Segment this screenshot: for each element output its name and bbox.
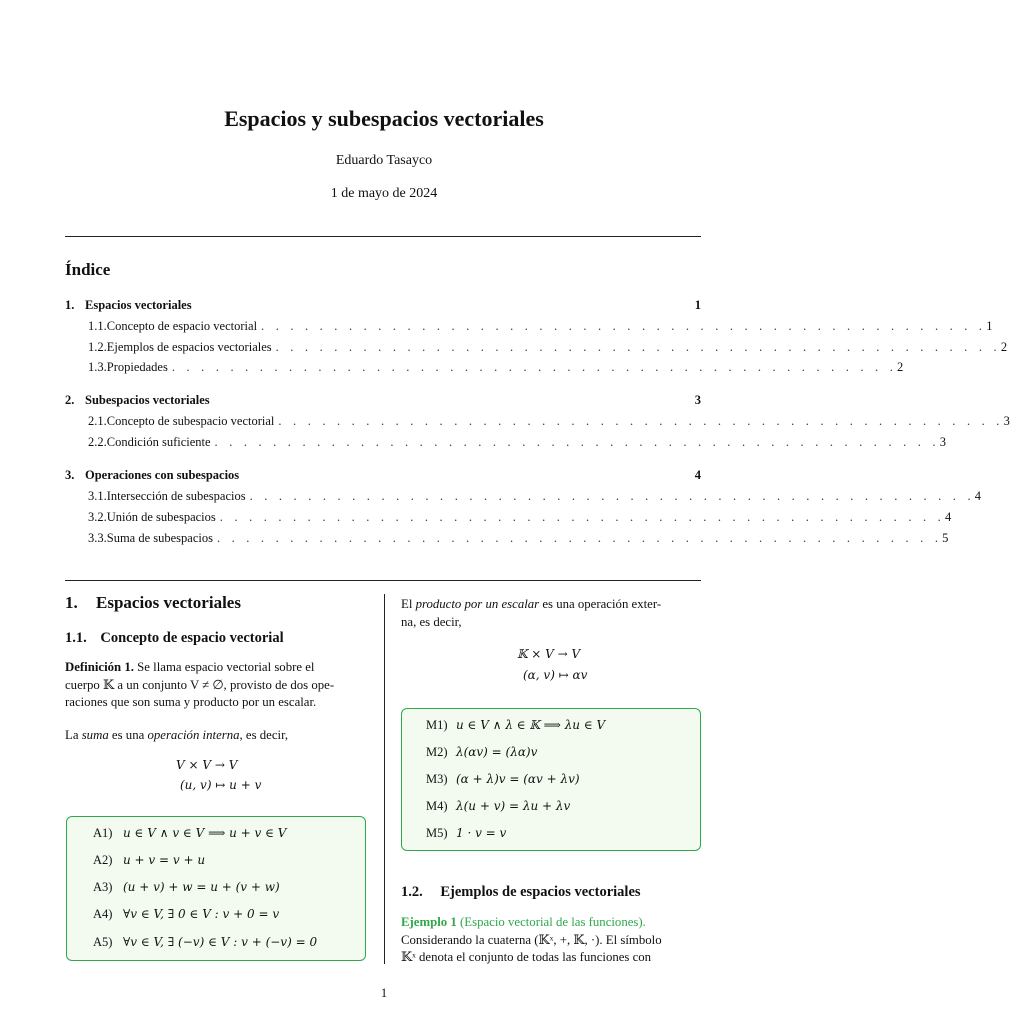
- axiom-expr: ∀v ∈ V, ∃ (−v) ∈ V : v + (−v) = 0: [123, 935, 318, 949]
- text: , es decir,: [239, 728, 289, 742]
- axiom-expr: λ(u + v) = λu + λv: [456, 799, 571, 813]
- toc-entry-subsection[interactable]: [88, 319, 993, 337]
- sum-paragraph: [65, 727, 370, 745]
- sum-map-line: V × V → V: [176, 758, 238, 772]
- definition-text: Se llama espacio vectorial sobre el: [137, 660, 315, 674]
- axiom-expr: (u + v) + w = u + (v + w): [123, 880, 280, 894]
- toc-title: Unión de subespacios: [106, 510, 216, 524]
- emphasis: suma: [81, 728, 109, 742]
- toc-page: 3: [1003, 414, 1010, 428]
- example-text: Considerando la cuaterna (𝕂ˣ, +, 𝕂, ·). El símbolo: [401, 932, 662, 947]
- axiom-label: A4): [93, 907, 113, 921]
- toc-page: 4: [694, 468, 701, 482]
- axiom-item: [426, 798, 570, 814]
- toc-page: 1: [694, 298, 701, 312]
- subsection-heading: [401, 884, 641, 901]
- axiom-item: [426, 717, 605, 733]
- sum-map-rule: (u, v) ↦ u + v: [180, 778, 262, 792]
- toc-entry-section[interactable]: [65, 298, 701, 316]
- toc-page: 2: [897, 360, 904, 374]
- toc-number: 2.: [65, 393, 75, 407]
- example-label: Ejemplo 1: [401, 915, 457, 929]
- toc-number: 1.1.: [88, 319, 107, 333]
- toc-entry-subsection[interactable]: [88, 360, 904, 378]
- product-paragraph: [401, 596, 703, 631]
- section-title: Espacios vectoriales: [96, 593, 241, 612]
- axiom-label: A2): [93, 853, 113, 867]
- section-number: 1.: [65, 593, 78, 612]
- axiom-label: A5): [93, 935, 113, 949]
- toc-page: 3: [694, 393, 701, 407]
- toc-page: 1: [986, 319, 993, 333]
- date: 1 de mayo de 2024: [330, 186, 438, 201]
- axiom-item: [426, 771, 580, 787]
- axiom-item: [426, 744, 537, 760]
- toc-number: 1.: [65, 298, 75, 312]
- toc-entry-section[interactable]: [65, 393, 701, 411]
- toc-entry-section[interactable]: [65, 468, 701, 486]
- toc-leader: . . . . . . . . . . . . . . . . . . . . . . . . . . . . . . . . . . . . . . . . . . . . . . . . . .: [216, 531, 943, 545]
- axiom-item: [93, 906, 279, 922]
- axiom-label: M2): [426, 745, 448, 759]
- toc-title: Condición suficiente: [106, 435, 211, 449]
- axiom-item: [93, 879, 280, 895]
- axiom-label: M3): [426, 772, 448, 786]
- axiom-item: [93, 934, 317, 950]
- definition-text: cuerpo 𝕂 a un conjunto V ≠ ∅, provisto de dos ope-: [65, 677, 335, 692]
- text: es una operación exter-: [539, 597, 662, 611]
- sum-axioms-box: [66, 816, 366, 961]
- subsection-title: Concepto de espacio vectorial: [100, 630, 284, 646]
- toc-title: Intersección de subespacios: [106, 489, 246, 503]
- toc-number: 3.3.: [88, 531, 107, 545]
- toc-page: 3: [939, 435, 946, 449]
- toc-page: 2: [1000, 340, 1008, 354]
- toc-leader: . . . . . . . . . . . . . . . . . . . . . . . . . . . . . . . . . . . . . . . . . . . . . . . . . .: [249, 489, 975, 503]
- section-heading: [65, 593, 241, 613]
- axiom-item: [426, 825, 506, 841]
- toc-title: Espacios vectoriales: [85, 298, 192, 312]
- definition-paragraph: [65, 659, 370, 712]
- subsection-number: 1.2.: [401, 884, 423, 900]
- toc-leader: . . . . . . . . . . . . . . . . . . . . . . . . . . . . . . . . . . . . . . . . . . . . . . . . . .: [219, 510, 945, 524]
- axiom-expr: ∀v ∈ V, ∃ 0 ∈ V : v + 0 = v: [123, 907, 280, 921]
- axiom-item: [93, 852, 205, 868]
- toc-page: 4: [974, 489, 982, 503]
- text: El: [401, 597, 416, 611]
- author: Eduardo Tasayco: [335, 153, 433, 168]
- toc-leader: . . . . . . . . . . . . . . . . . . . . . . . . . . . . . . . . . . . . . . . . . . . . . . . . . .: [278, 414, 1004, 428]
- toc-title: Concepto de subespacio vectorial: [106, 414, 275, 428]
- subsection-number: 1.1.: [65, 630, 87, 646]
- axiom-expr: u + v = v + u: [123, 853, 206, 867]
- product-axioms-box: [401, 708, 701, 851]
- toc-number: 2.1.: [88, 414, 107, 428]
- axiom-expr: u ∈ V ∧ v ∈ V ⟹ u + v ∈ V: [123, 826, 287, 840]
- toc-number: 3.1.: [88, 489, 107, 503]
- axiom-expr: u ∈ V ∧ λ ∈ 𝕂 ⟹ λu ∈ V: [456, 718, 606, 732]
- toc-leader: . . . . . . . . . . . . . . . . . . . . . . . . . . . . . . . . . . . . . . . . . . . . . . . . . .: [275, 340, 1001, 354]
- example-paragraph: [401, 914, 703, 967]
- toc-entry-subsection[interactable]: [88, 435, 946, 453]
- page-number: 1: [380, 986, 388, 1000]
- toc-title: Ejemplos de espacios vectoriales: [106, 340, 272, 354]
- toc-title: Propiedades: [106, 360, 168, 374]
- example-title: (Espacio vectorial de las funciones).: [460, 915, 646, 929]
- toc-page: 4: [944, 510, 952, 524]
- toc-entry-subsection[interactable]: [88, 340, 1008, 358]
- top-rule: [65, 236, 701, 237]
- product-map-line: 𝕂 × V → V: [517, 647, 581, 661]
- example-text: 𝕂ˣ denota el conjunto de todas las funciones con: [401, 950, 652, 964]
- toc-leader: . . . . . . . . . . . . . . . . . . . . . . . . . . . . . . . . . . . . . . . . . . . . . . . . . .: [171, 360, 898, 374]
- axiom-expr: λ(αv) = (λα)v: [456, 745, 538, 759]
- subsection-title: Ejemplos de espacios vectoriales: [440, 884, 641, 900]
- axiom-item: [93, 825, 286, 841]
- toc-number: 3.2.: [88, 510, 107, 524]
- toc-heading: Índice: [65, 260, 111, 279]
- toc-entry-subsection[interactable]: [88, 414, 1010, 432]
- emphasis: operación interna: [147, 728, 240, 742]
- toc-number: 3.: [65, 468, 75, 482]
- text: La: [65, 728, 82, 742]
- toc-entry-subsection[interactable]: [88, 531, 949, 549]
- toc-number: 1.3.: [88, 360, 107, 374]
- toc-title: Subespacios vectoriales: [85, 393, 210, 407]
- toc-title: Concepto de espacio vectorial: [106, 319, 258, 333]
- document-title: Espacios y subespacios vectoriales: [224, 106, 544, 131]
- definition-label: Definición 1.: [65, 660, 134, 674]
- text: na, es decir,: [401, 614, 462, 629]
- toc-page: 5: [942, 531, 949, 545]
- toc-entry-subsection[interactable]: [88, 510, 952, 528]
- subsection-heading: [65, 630, 284, 647]
- product-map-rule: (α, v) ↦ αv: [523, 668, 588, 682]
- axiom-expr: 1 · v = v: [456, 826, 507, 840]
- toc-number: 2.2.: [88, 435, 107, 449]
- axiom-expr: (α + λ)v = (αv + λv): [456, 772, 580, 786]
- emphasis: producto por un escalar: [415, 597, 540, 611]
- axiom-label: M1): [426, 718, 448, 732]
- axiom-label: A3): [93, 880, 113, 894]
- column-rule: [384, 594, 385, 964]
- toc-entry-subsection[interactable]: [88, 489, 982, 507]
- toc-leader: . . . . . . . . . . . . . . . . . . . . . . . . . . . . . . . . . . . . . . . . . . . . . . . . . .: [261, 319, 987, 333]
- toc-leader: . . . . . . . . . . . . . . . . . . . . . . . . . . . . . . . . . . . . . . . . . . . . . . . . . .: [214, 435, 940, 449]
- axiom-label: M5): [426, 826, 448, 840]
- axiom-label: A1): [93, 826, 113, 840]
- axiom-label: M4): [426, 799, 448, 813]
- toc-bottom-rule: [65, 580, 701, 581]
- definition-text: raciones que son suma y producto por un escalar.: [65, 695, 317, 709]
- toc-title: Suma de subespacios: [106, 531, 213, 545]
- toc-number: 1.2.: [88, 340, 107, 354]
- text: es una: [108, 728, 148, 742]
- toc-title: Operaciones con subespacios: [85, 468, 240, 482]
